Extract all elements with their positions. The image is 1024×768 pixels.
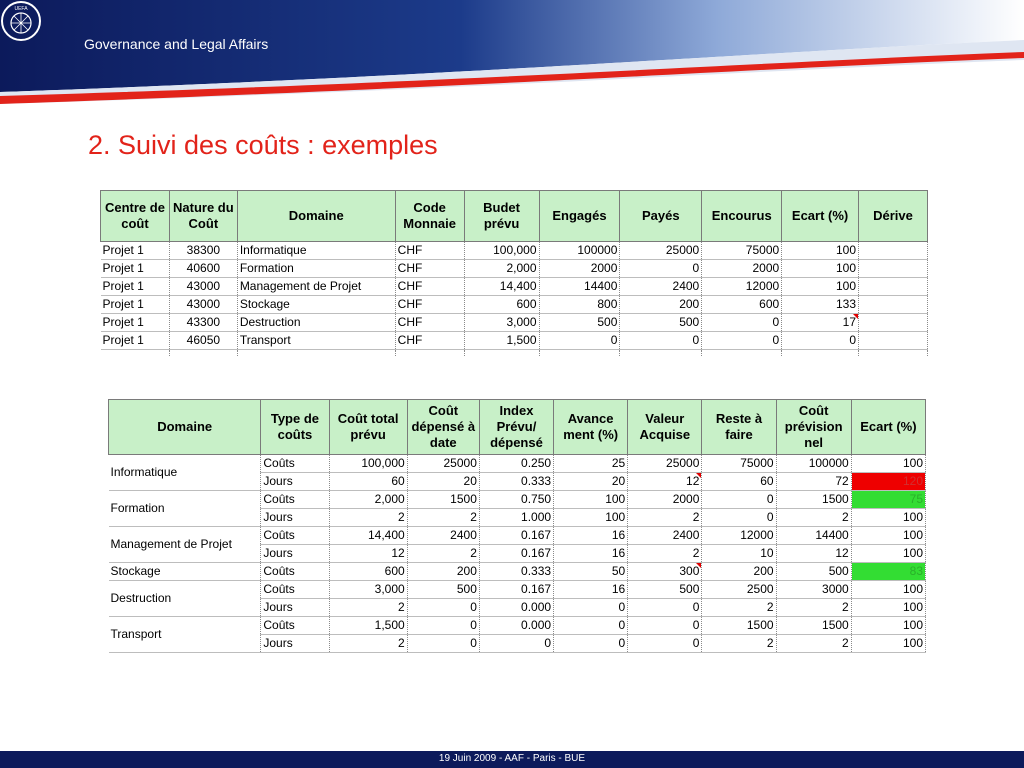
table-cell: 16 (554, 527, 628, 545)
table-cell: 1500 (776, 491, 851, 509)
table-cell-empty (237, 350, 395, 357)
table-cell: 10 (702, 545, 776, 563)
table-cell: 0.333 (479, 563, 553, 581)
column-header: Centre de coût (101, 191, 170, 242)
table-cell: 500 (407, 581, 479, 599)
column-header: Payés (620, 191, 702, 242)
table-cell: Coûts (261, 581, 329, 599)
table-cell: 20 (407, 473, 479, 491)
table-cell: 120 (851, 473, 925, 491)
table-cell: 100 (782, 260, 859, 278)
table-cell: 3000 (776, 581, 851, 599)
domain-cell: Stockage (109, 563, 261, 581)
column-header: Avance ment (%) (554, 400, 628, 455)
table-row (109, 563, 926, 581)
table-cell-empty (539, 350, 620, 357)
table-cell: 38300 (169, 242, 237, 260)
table-cell: 1500 (702, 617, 776, 635)
table-cell: 17 (782, 314, 859, 332)
domain-cell: Destruction (109, 581, 261, 617)
table-cell: Destruction (237, 314, 395, 332)
table-cell: 0 (620, 332, 702, 350)
table-cell-empty (169, 350, 237, 357)
table-cell: 16 (554, 581, 628, 599)
table-cell: 100 (851, 509, 925, 527)
table-row (109, 491, 926, 509)
table-cell: Jours (261, 545, 329, 563)
table-cell: CHF (395, 260, 464, 278)
table-cell: 1,500 (464, 332, 539, 350)
table-cell (859, 242, 928, 260)
table-row (109, 455, 926, 473)
table-cell: 25000 (407, 455, 479, 473)
table-row (101, 332, 928, 350)
table-cell: 2 (776, 599, 851, 617)
table-cell: 0.750 (479, 491, 553, 509)
table-cell: 0 (782, 332, 859, 350)
table-cell: 100 (851, 581, 925, 599)
table-cell: 0 (702, 491, 776, 509)
table-cell: 14,400 (464, 278, 539, 296)
table-cell: 133 (782, 296, 859, 314)
table-cell: 0 (407, 617, 479, 635)
table-cell: 500 (620, 314, 702, 332)
table-cell: 0 (554, 635, 628, 653)
table-cell: 0 (539, 332, 620, 350)
table-cell: 60 (329, 473, 407, 491)
table-cell: 100 (554, 491, 628, 509)
table-cell: 40600 (169, 260, 237, 278)
table-cell: 100 (554, 509, 628, 527)
table-cell: 2 (628, 509, 702, 527)
table-cell: Transport (237, 332, 395, 350)
uefa-logo-icon (0, 0, 42, 42)
table-row (101, 314, 928, 332)
table-row (109, 581, 926, 599)
table-cell: 500 (628, 581, 702, 599)
table-cell: 14,400 (329, 527, 407, 545)
column-header: Coût total prévu (329, 400, 407, 455)
table-cell: 0.000 (479, 599, 553, 617)
table-cell: Jours (261, 599, 329, 617)
table-cell (859, 296, 928, 314)
table-cell: Projet 1 (101, 332, 170, 350)
table-cell: 2000 (628, 491, 702, 509)
column-header: Engagés (539, 191, 620, 242)
table-cell: Projet 1 (101, 314, 170, 332)
table-row (109, 617, 926, 635)
table-cell: 16 (554, 545, 628, 563)
table-cell: 0.250 (479, 455, 553, 473)
table-cell: 100,000 (329, 455, 407, 473)
table-cell-empty (782, 350, 859, 357)
column-header: Coût dépensé à date (407, 400, 479, 455)
column-header: Domaine (109, 400, 261, 455)
table-cell: 0 (628, 635, 702, 653)
domain-cell: Informatique (109, 455, 261, 491)
slide-title: 2. Suivi des coûts : exemples (88, 130, 438, 160)
table-cell: Coûts (261, 563, 329, 581)
table-cell: Jours (261, 473, 329, 491)
table-cell: Jours (261, 635, 329, 653)
table-cell: 2 (407, 509, 479, 527)
table-cell: 43300 (169, 314, 237, 332)
table-cell: 0.167 (479, 581, 553, 599)
table-cell: Projet 1 (101, 296, 170, 314)
table-row (101, 296, 928, 314)
org-name: Governance and Legal Affairs (84, 36, 269, 52)
table-cell-empty (702, 350, 782, 357)
table-cell: 1,500 (329, 617, 407, 635)
table-cell: 25000 (620, 242, 702, 260)
table-cell: 100000 (776, 455, 851, 473)
table-row (101, 242, 928, 260)
column-header: Ecart (%) (851, 400, 925, 455)
table-cell: 75000 (702, 455, 776, 473)
column-header: Coût prévision nel (776, 400, 851, 455)
table-cell: 500 (539, 314, 620, 332)
table-cell: Coûts (261, 617, 329, 635)
table-cell: 0 (628, 599, 702, 617)
table-cell: 100 (782, 242, 859, 260)
table-cell: 50 (554, 563, 628, 581)
table-cell: 43000 (169, 278, 237, 296)
table-cell: 2000 (702, 260, 782, 278)
table-cell: 100,000 (464, 242, 539, 260)
table-cell: 100 (851, 545, 925, 563)
table-cell: 0 (479, 635, 553, 653)
table-cell: CHF (395, 242, 464, 260)
table-cell: 2,000 (329, 491, 407, 509)
table-cell: 46050 (169, 332, 237, 350)
table-cell: 500 (776, 563, 851, 581)
table-cell: 0 (702, 314, 782, 332)
table-cell: 2,000 (464, 260, 539, 278)
table-cell: 600 (702, 296, 782, 314)
header-swoosh (0, 0, 1024, 110)
table-cell: 0.000 (479, 617, 553, 635)
table-cell: 600 (464, 296, 539, 314)
table-cell: 20 (554, 473, 628, 491)
table-cell: 12000 (702, 278, 782, 296)
table-cell: 200 (407, 563, 479, 581)
table-cell: 0 (554, 599, 628, 617)
column-header: Encourus (702, 191, 782, 242)
table-cell: 83 (851, 563, 925, 581)
domain-cell: Formation (109, 491, 261, 527)
column-header: Budet prévu (464, 191, 539, 242)
table-cell: 0.167 (479, 545, 553, 563)
table-cell: CHF (395, 278, 464, 296)
table-cell: 100 (782, 278, 859, 296)
column-header: Nature du Coût (169, 191, 237, 242)
table-cell: 1500 (776, 617, 851, 635)
table-cell: 2 (702, 599, 776, 617)
table-cell: 2400 (620, 278, 702, 296)
table-cell: 0 (628, 617, 702, 635)
table-cell-empty (859, 350, 928, 357)
footer-bar (0, 751, 1024, 768)
table-cell: 14400 (539, 278, 620, 296)
table-cell: 0 (702, 332, 782, 350)
table-cell: 2400 (407, 527, 479, 545)
column-header: Index Prévu/ dépensé (479, 400, 553, 455)
table-cell: 2 (702, 635, 776, 653)
table-cell: Informatique (237, 242, 395, 260)
table-cell (859, 332, 928, 350)
table-cell: Coûts (261, 527, 329, 545)
table-cell: 60 (702, 473, 776, 491)
progress-table (108, 399, 926, 653)
table-cell: 0 (554, 617, 628, 635)
table-cell-empty (395, 350, 464, 357)
table-cell: 1500 (407, 491, 479, 509)
table-row (101, 278, 928, 296)
table-cell: 100 (851, 617, 925, 635)
table-cell (859, 260, 928, 278)
table-cell (859, 314, 928, 332)
table-cell: 2 (628, 545, 702, 563)
table-cell: 0 (407, 599, 479, 617)
table-cell: 100 (851, 455, 925, 473)
table-cell: 2400 (628, 527, 702, 545)
table-cell: CHF (395, 314, 464, 332)
table-cell: 2 (329, 635, 407, 653)
table-cell: 25000 (628, 455, 702, 473)
table-cell: CHF (395, 332, 464, 350)
table-cell: Management de Projet (237, 278, 395, 296)
table-cell: CHF (395, 296, 464, 314)
footer-text: 19 Juin 2009 - AAF - Paris - BUE (438, 753, 586, 764)
column-header: Type de coûts (261, 400, 329, 455)
table-cell: 72 (776, 473, 851, 491)
table-cell: 43000 (169, 296, 237, 314)
table-cell: 200 (620, 296, 702, 314)
table-cell: 2 (776, 509, 851, 527)
budget-table (100, 190, 928, 356)
table-cell: 0 (407, 635, 479, 653)
table-row-empty (101, 350, 928, 357)
table-cell: 75000 (702, 242, 782, 260)
table-row (109, 527, 926, 545)
table-cell: 12 (329, 545, 407, 563)
table-cell: 2 (407, 545, 479, 563)
column-header: Valeur Acquise (628, 400, 702, 455)
table-cell: 100000 (539, 242, 620, 260)
header-banner (0, 0, 1024, 110)
table-cell: 200 (702, 563, 776, 581)
table-cell (859, 278, 928, 296)
column-header: Code Monnaie (395, 191, 464, 242)
table-cell-empty (464, 350, 539, 357)
table-cell: 100 (851, 635, 925, 653)
table-cell: 2 (329, 599, 407, 617)
column-header: Dérive (859, 191, 928, 242)
table-cell: 2500 (702, 581, 776, 599)
table-cell: 25 (554, 455, 628, 473)
table-cell-empty (620, 350, 702, 357)
table-cell: 2 (776, 635, 851, 653)
table-cell: Projet 1 (101, 260, 170, 278)
table-cell: 12 (628, 473, 702, 491)
domain-cell: Management de Projet (109, 527, 261, 563)
table-cell: Projet 1 (101, 278, 170, 296)
domain-cell: Transport (109, 617, 261, 653)
table-cell: 0 (620, 260, 702, 278)
table-cell: 0.333 (479, 473, 553, 491)
table-cell: Coûts (261, 455, 329, 473)
column-header: Reste à faire (702, 400, 776, 455)
table-cell: Projet 1 (101, 242, 170, 260)
column-header: Domaine (237, 191, 395, 242)
table-cell: 12000 (702, 527, 776, 545)
table-cell: 100 (851, 527, 925, 545)
table-cell-empty (101, 350, 170, 357)
table-row (101, 260, 928, 278)
table-cell: 1.000 (479, 509, 553, 527)
table-cell: Stockage (237, 296, 395, 314)
table-cell: Jours (261, 509, 329, 527)
table-cell: 75 (851, 491, 925, 509)
table-cell: 12 (776, 545, 851, 563)
table-cell: 600 (329, 563, 407, 581)
table-cell: 0.167 (479, 527, 553, 545)
budget-table-header-row (101, 191, 928, 242)
table-cell: 2 (329, 509, 407, 527)
table-cell: 14400 (776, 527, 851, 545)
table-cell: 2000 (539, 260, 620, 278)
table-cell: 300 (628, 563, 702, 581)
table-cell: 3,000 (329, 581, 407, 599)
logo-text: UEFA (14, 6, 28, 12)
table-cell: Coûts (261, 491, 329, 509)
table-cell: 3,000 (464, 314, 539, 332)
table-cell: 100 (851, 599, 925, 617)
table-cell: 0 (702, 509, 776, 527)
column-header: Ecart (%) (782, 191, 859, 242)
progress-table-header-row (109, 400, 926, 455)
table-cell: Formation (237, 260, 395, 278)
table-cell: 800 (539, 296, 620, 314)
